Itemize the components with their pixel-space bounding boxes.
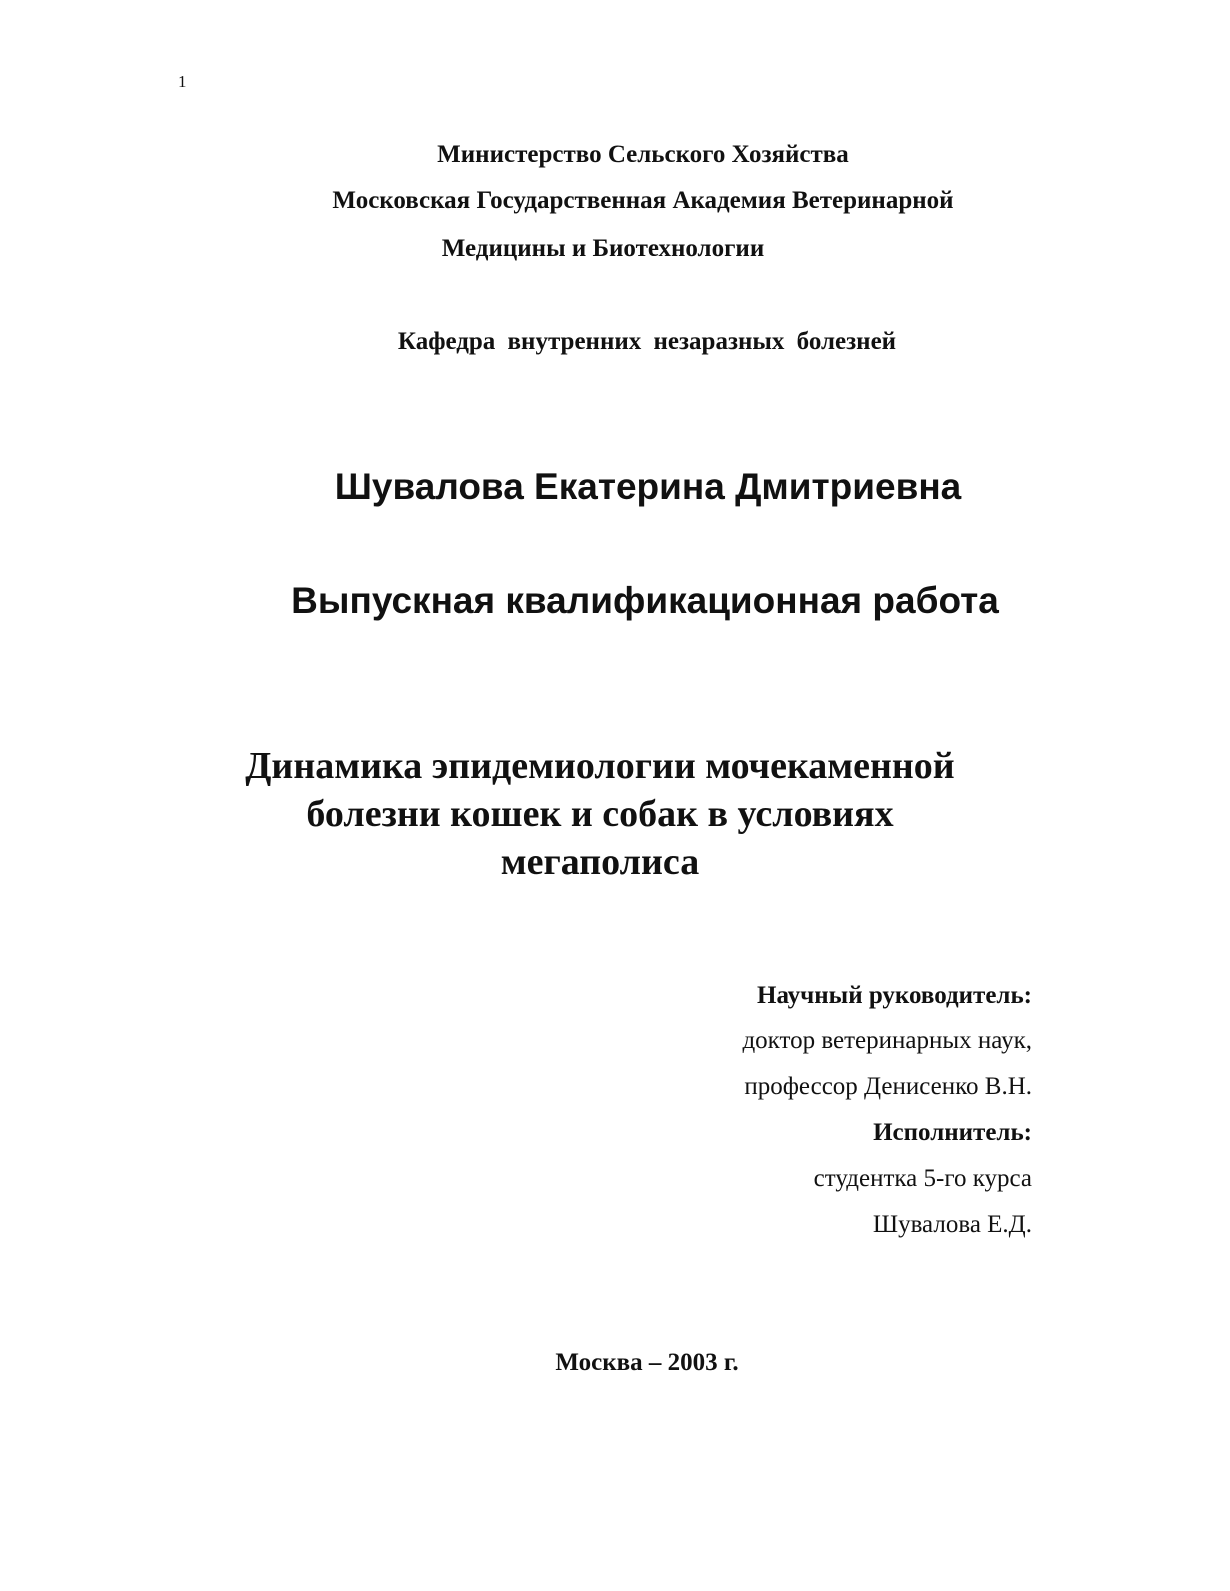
academy-title-line2: Медицины и Биотехнологии xyxy=(441,235,765,262)
supervisor-degree: доктор ветеринарных наук, xyxy=(742,1027,1032,1054)
page-number: 1 xyxy=(178,72,187,91)
department-title: Кафедра внутренних незаразных болезней xyxy=(397,328,897,355)
topic-line-1: Динамика эпидемиологии мочекаменной xyxy=(245,745,955,787)
performer-label: Исполнитель: xyxy=(873,1119,1032,1146)
topic-line-2: болезни кошек и собак в условиях xyxy=(306,793,894,835)
author-name: Шувалова Екатерина Дмитриевна xyxy=(334,466,962,507)
performer-status: студентка 5-го курса xyxy=(813,1165,1032,1192)
city-year: Москва – 2003 г. xyxy=(555,1349,739,1376)
work-type-title: Выпускная квалификационная работа xyxy=(291,580,999,621)
topic-line-3: мегаполиса xyxy=(500,841,700,883)
performer-name: Шувалова Е.Д. xyxy=(872,1211,1032,1238)
thesis-topic xyxy=(0,742,1200,886)
supervisor-label: Научный руководитель: xyxy=(757,982,1032,1009)
academy-title-line1: Московская Государственная Академия Ветеринарной xyxy=(332,187,954,214)
supervisor-name: профессор Денисенко В.Н. xyxy=(744,1073,1032,1100)
ministry-title: Министерство Сельского Хозяйства xyxy=(437,141,849,168)
